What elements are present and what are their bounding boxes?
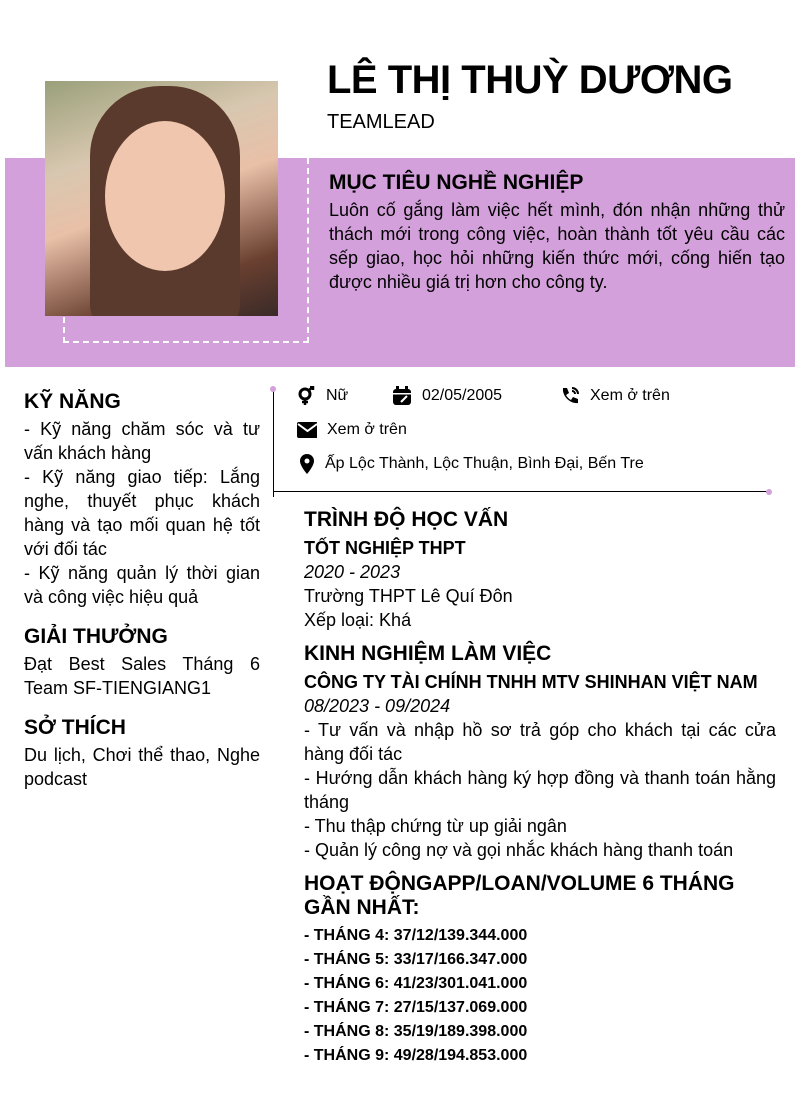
education-school: Trường THPT Lê Quí Đôn [304, 586, 513, 606]
candidate-name: LÊ THỊ THUỲ DƯƠNG [327, 58, 733, 102]
education-period: 2020 - 2023 [304, 562, 401, 582]
gender-value: Nữ [326, 387, 349, 404]
hobbies-title: SỞ THÍCH [24, 716, 126, 739]
divider-vertical [273, 389, 274, 497]
email-value: Xem ở trên [327, 421, 407, 438]
left-column [24, 390, 260, 791]
objective-text: Luôn cố gắng làm việc hết mình, đón nhận những thử thách mới trong công việc, hoàn thành tốt yêu cầu các sếp giao, học hỏi những kiến thức mới, cống hiến tạo được nhiều giá trị hơn cho công ty. [329, 200, 785, 292]
hobbies-text: Du lịch, Chơi thể thao, Nghe podcast [24, 745, 260, 789]
experience-title: KINH NGHIỆM LÀM VIỆC [304, 642, 552, 665]
envelope-icon [297, 420, 317, 440]
contact-address [297, 454, 644, 474]
experience-item: - Tư vấn và nhập hồ sơ trả góp cho khách tại các cửa hàng đối tác [304, 720, 776, 764]
activity-item: - THÁNG 7: 27/15/137.069.000 [304, 999, 528, 1016]
experience-period: 08/2023 - 09/2024 [304, 696, 451, 716]
birthday-value: 02/05/2005 [422, 387, 503, 404]
skill-item: - Kỹ năng chăm sóc và tư vấn khách hàng [24, 419, 260, 463]
objective-section [329, 171, 785, 294]
awards-title: GIẢI THƯỞNG [24, 625, 168, 648]
map-pin-icon [297, 454, 317, 474]
candidate-role: TEAMLEAD [327, 111, 435, 133]
contact-phone [560, 386, 670, 406]
divider-dot [270, 386, 276, 392]
skill-item: - Kỹ năng quản lý thời gian và công việc hiệu quả [24, 563, 260, 607]
divider-horizontal [273, 491, 769, 492]
address-value: Ấp Lộc Thành, Lộc Thuận, Bình Đại, Bến Tre [325, 455, 644, 472]
calendar-icon [392, 386, 412, 406]
divider-dot [766, 489, 772, 495]
phone-icon [560, 386, 580, 406]
activity-item: - THÁNG 5: 33/17/166.347.000 [304, 951, 528, 968]
activity-item: - THÁNG 8: 35/19/189.398.000 [304, 1023, 528, 1040]
education-title: TRÌNH ĐỘ HỌC VẤN [304, 508, 509, 531]
activity-item: - THÁNG 4: 37/12/139.344.000 [304, 927, 528, 944]
education-grade: Xếp loại: Khá [304, 610, 412, 630]
objective-title: MỤC TIÊU NGHỀ NGHIỆP [329, 171, 584, 194]
experience-item: - Quản lý công nợ và gọi nhắc khách hàng thanh toán [304, 840, 734, 860]
experience-company: CÔNG TY TÀI CHÍNH TNHH MTV SHINHAN VIỆT NAM [304, 672, 758, 692]
profile-photo [45, 81, 278, 316]
experience-item: - Thu thập chứng từ up giải ngân [304, 816, 567, 836]
gender-icon [296, 386, 316, 406]
activity-item: - THÁNG 9: 49/28/194.853.000 [304, 1047, 528, 1064]
contact-gender [296, 386, 348, 406]
right-column [304, 508, 776, 1068]
activity-item: - THÁNG 6: 41/23/301.041.000 [304, 975, 528, 992]
activity-title: HOẠT ĐỘNGAPP/LOAN/VOLUME 6 THÁNG GẦN NHẤT: [304, 872, 735, 919]
skill-item: - Kỹ năng giao tiếp: Lắng nghe, thuyết phục khách hàng và tạo mối quan hệ tốt với đối tác [24, 467, 260, 559]
skills-title: KỸ NĂNG [24, 390, 121, 413]
phone-value: Xem ở trên [590, 387, 670, 404]
education-degree: TỐT NGHIỆP THPT [304, 538, 466, 558]
experience-item: - Hướng dẫn khách hàng ký hợp đồng và thanh toán hằng tháng [304, 768, 776, 812]
awards-text: Đạt Best Sales Tháng 6 Team SF-TIENGIANG1 [24, 654, 260, 698]
contact-birthday [392, 386, 502, 406]
contact-email [297, 420, 407, 440]
